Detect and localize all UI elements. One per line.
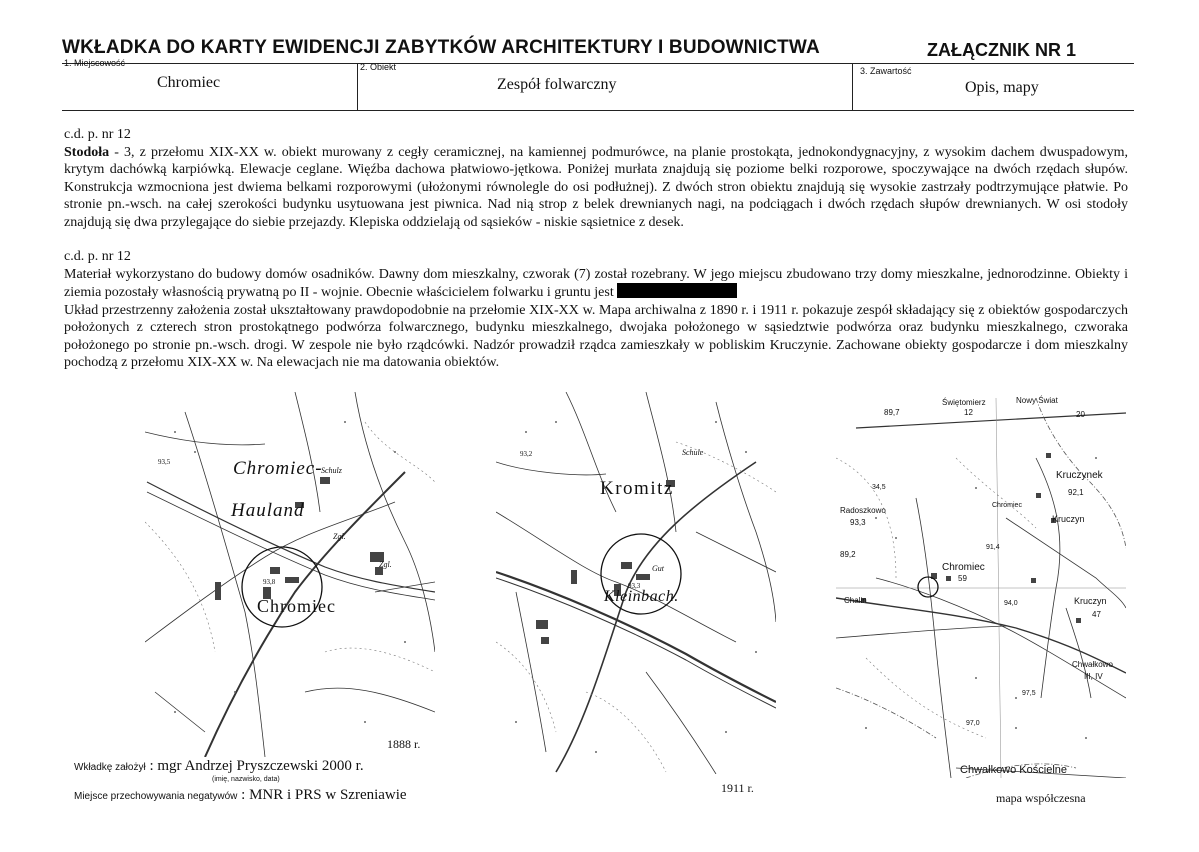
map-1888 (145, 392, 435, 757)
map3-label-elev-89-2: 89,2 (840, 550, 856, 559)
map3-label-20: 20 (1076, 410, 1085, 419)
map3-label-elev-97-5: 97,5 (1022, 690, 1036, 697)
field-value-locality: Chromiec (157, 74, 221, 91)
map3-label-elev-91-4: 91,4 (986, 544, 1000, 551)
map3-label-12: 12 (964, 408, 973, 417)
map2-caption: 1911 r. (721, 781, 754, 795)
map3-label-chwalkowo: Chwałkowo (1072, 660, 1113, 669)
map3-label-elev-89-7: 89,7 (884, 408, 900, 417)
storage-label: Miejsce przechowywania negatywów (74, 791, 238, 802)
map1-label-zgl-1: Zgl. (333, 532, 346, 541)
map3-label-47: 47 (1092, 610, 1101, 619)
field-divider (852, 63, 853, 111)
map3-label-chalin: Chalin (844, 596, 867, 605)
section2-paragraph (64, 266, 1128, 371)
field-divider (357, 63, 358, 111)
section2-text-a: Materiał wykorzystano do budowy domów osadników. Dawny dom mieszkalny, czworak (7) został rozebrany. W jego miejscu zbudowano trzy domy mieszkalne, jednorodzinne. Obiekty i ziemia pozostały własnością prywatną po II - wojnie. Obecnie właścicielem folwarku i gruntu jest (64, 267, 1128, 301)
field-value-contents: Opis, mapy (965, 79, 1039, 96)
field-label-locality: 1. Miejscowość (64, 58, 126, 68)
author-hint: (imię, nazwisko, data) (212, 776, 280, 783)
map2-label-kleinbach: Kleinbach. (604, 588, 679, 605)
map3-label-kruczyn-2: Kruczyn (1074, 596, 1107, 606)
map2-label-elev-2: 93,3 (628, 582, 641, 590)
map2-label-gut: Gut (652, 564, 664, 573)
redaction-bar (617, 283, 737, 298)
author-credit: Wkładkę założył : mgr Andrzej Pryszczewski 2000 r. (74, 758, 364, 774)
section2-text-b: Układ przestrzenny założenia został ukształtowany prawdopodobnie na przełomie XIX-XX w. Mapa archiwalna z 1890 r. i 1911 r. pokazuje zespół składający się z obiektów gospodarczych położonych z czterech stron prostokątnego podwórza folwarcznego, budynku mieszkalnego, dwojaka położonego w sąsiedztwie podwórza oraz budynku mieszkalnego, czworaka położonego po stronie pn.-wsch. drogi. W zespole nie było rządcówki. Nadzór prowadził rządca zamieszkały w pobliskim Kruczynie. Zachowane obiekty gospodarcze i dom mieszkalny pochodzą z przełomu XIX-XX w. Na elewacjach nie ma datowania obiektów. (64, 302, 1128, 371)
section1-text: - 3, z przełomu XIX-XX w. obiekt murowany z cegły ceramicznej, na kamiennej podmurówce, na planie prostokąta, jednokondygnacyjny, z wysokim dachem dwuspadowym, krytym dachówką karpiówką. Elewacje ceglane. Więźba dachowa płatwiowo-jętkowa. Poniżej murłata znajdują się poziome belki rozporowe, spoczywające na dwóch rzędach słupów. Konstrukcja wzmocniona jest dwiema belkami rozporowymi (ułożonymi równolegle do osi podłużnej). Z dwóch stron obiektu znajdują się wysokie zastrzały podtrzymujące płatwie. Po stronie pn.-wsch. na całej szerokości budynku usytuowana jest piwnica. Nad nią strop z belek drewnianych nagi, na podciągach i dwóch rzędach słupów drewnianych. W osi stodoły znajdują się dwa przylegające do siebie przejazdy. Klepiska oddzielają od sąsieków - niskie sąsietnice z desek. (64, 145, 1128, 230)
storage-value: MNR i PRS w Szreniawie (249, 787, 407, 803)
map-modern-drawing (836, 398, 1126, 778)
section1-heading: Stodoła (64, 145, 110, 160)
field-label-object: 2. Obiekt (360, 62, 397, 72)
map3-label-radoszkowo: Radoszkowo (840, 506, 886, 515)
author-label: Wkładkę założył (74, 762, 146, 773)
section1-ref: c.d. p. nr 12 (64, 127, 131, 142)
map3-label-kruczyn-1: Kruczyn (1052, 514, 1085, 524)
map3-label-elev-97-0: 97,0 (966, 720, 980, 727)
author-value: mgr Andrzej Pryszczewski 2000 r. (157, 758, 364, 774)
storage-credit: Miejsce przechowywania negatywów : MNR i PRS w Szreniawie (74, 787, 407, 803)
map3-label-elev-94-0: 94,0 (1004, 600, 1018, 607)
map-1888-drawing (145, 392, 435, 757)
map3-label-kruczynek: Kruczynek (1056, 470, 1103, 481)
map1-caption: 1888 r. (387, 737, 421, 751)
map3-label-chromiec-small: Chromiec (992, 502, 1022, 509)
map3-label-iii-iv: III, IV (1084, 672, 1103, 681)
map1-label-chromiec: Chromiec (257, 596, 336, 616)
map1-label-hauland: Hauland (231, 500, 305, 521)
map1-label-chromiec-hauland: Chromiec- (233, 458, 323, 479)
map-1911 (496, 392, 776, 774)
map2-label-kromitz: Kromitz (600, 478, 674, 499)
map3-label-elev-34-5: 34,5 (872, 484, 886, 491)
map1-label-zgl-2: Zgl. (379, 560, 392, 569)
map1-label-elev-1: 93,8 (263, 578, 276, 586)
map-modern (836, 398, 1126, 778)
map3-label-59: 59 (958, 574, 967, 583)
field-label-contents: 3. Zawartość (860, 66, 912, 76)
map3-label-nowy-swiat: Nowy Świat (1016, 396, 1058, 405)
fields-rule (62, 110, 1134, 111)
map3-label-swietomierz: Świętomierz (942, 398, 986, 407)
map3-caption-text: mapa współczesna (996, 791, 1086, 805)
section2-ref: c.d. p. nr 12 (64, 249, 131, 264)
header-rule (62, 63, 1134, 64)
map3-label-chromiec: Chromiec (942, 562, 985, 573)
map3-label-elev-93-3: 93,3 (850, 518, 866, 527)
map2-label-schule: Schule (682, 448, 704, 457)
map3-label-chwalkowo-koscielne: Chwałkowo Kościelne (960, 764, 1067, 776)
map1-label-elev-2: 93,5 (158, 458, 171, 466)
field-value-object: Zespół folwarczny (497, 76, 617, 93)
annex-label: ZAŁĄCZNIK NR 1 (927, 40, 1076, 60)
map3-label-elev-92-1: 92,1 (1068, 488, 1084, 497)
map2-label-elev-1: 93,2 (520, 450, 533, 458)
section1-paragraph (64, 144, 1128, 231)
map1-label-schulz: Schulz (321, 466, 342, 475)
page-title: WKŁADKA DO KARTY EWIDENCJI ZABYTKÓW ARCHITEKTURY I BUDOWNICTWA (62, 37, 820, 58)
